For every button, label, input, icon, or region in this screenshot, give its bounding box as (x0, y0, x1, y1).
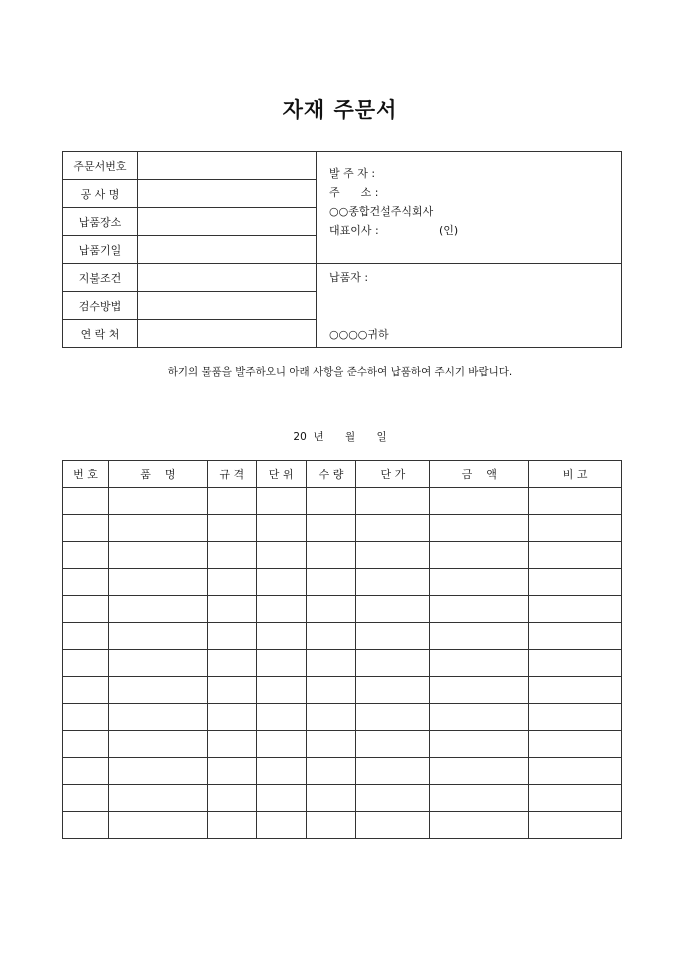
spec-cell[interactable] (207, 677, 256, 704)
quantity-cell[interactable] (306, 650, 356, 677)
unit-price-cell[interactable] (356, 542, 430, 569)
quantity-cell[interactable] (306, 488, 356, 515)
ceo-label: 대표이사 : (329, 224, 379, 237)
item-name-cell[interactable] (108, 785, 207, 812)
table-row (63, 596, 622, 623)
spec-cell[interactable] (207, 623, 256, 650)
amount-cell[interactable] (430, 596, 529, 623)
amount-cell[interactable] (430, 542, 529, 569)
number-cell[interactable] (63, 596, 109, 623)
table-row (63, 542, 622, 569)
unit-cell[interactable] (256, 515, 306, 542)
unit-cell[interactable] (256, 677, 306, 704)
project-label: 공 사 명 (63, 180, 138, 208)
remarks-cell[interactable] (529, 623, 622, 650)
item-name-cell[interactable] (108, 758, 207, 785)
unit-price-cell[interactable] (356, 758, 430, 785)
amount-cell[interactable] (430, 623, 529, 650)
spec-cell[interactable] (207, 704, 256, 731)
quantity-cell[interactable] (306, 731, 356, 758)
delivery-place-label: 납품장소 (63, 208, 138, 236)
remarks-cell[interactable] (529, 515, 622, 542)
table-row (63, 812, 622, 839)
unit-price-cell[interactable] (356, 704, 430, 731)
delivery-date-label: 납품기일 (63, 236, 138, 264)
remarks-cell[interactable] (529, 542, 622, 569)
table-row (63, 731, 622, 758)
number-cell[interactable] (63, 812, 109, 839)
unit-price-cell[interactable] (356, 677, 430, 704)
table-row (63, 677, 622, 704)
number-cell[interactable] (63, 488, 109, 515)
number-cell[interactable] (63, 785, 109, 812)
item-name-cell[interactable] (108, 677, 207, 704)
col-unit-price-header: 단 가 (356, 461, 430, 488)
spec-cell[interactable] (207, 731, 256, 758)
address-label: 주 소 : (329, 186, 379, 199)
quantity-cell[interactable] (306, 758, 356, 785)
quantity-cell[interactable] (306, 677, 356, 704)
number-cell[interactable] (63, 542, 109, 569)
spec-cell[interactable] (207, 812, 256, 839)
item-name-cell[interactable] (108, 488, 207, 515)
quantity-cell[interactable] (306, 515, 356, 542)
table-row (63, 515, 622, 542)
seal-mark: (인) (439, 224, 459, 237)
amount-cell[interactable] (430, 650, 529, 677)
remarks-cell[interactable] (529, 731, 622, 758)
inspection-field[interactable] (138, 292, 317, 320)
number-cell[interactable] (63, 569, 109, 596)
item-name-cell[interactable] (108, 623, 207, 650)
number-cell[interactable] (63, 623, 109, 650)
inspection-label: 검수방법 (63, 292, 138, 320)
amount-cell[interactable] (430, 785, 529, 812)
number-cell[interactable] (63, 650, 109, 677)
unit-cell[interactable] (256, 488, 306, 515)
unit-cell[interactable] (256, 542, 306, 569)
order-info-table (62, 151, 622, 348)
quantity-cell[interactable] (306, 542, 356, 569)
item-name-cell[interactable] (108, 650, 207, 677)
order-no-label: 주문서번호 (63, 152, 138, 180)
unit-price-cell[interactable] (356, 488, 430, 515)
quantity-cell[interactable] (306, 704, 356, 731)
table-row (63, 488, 622, 515)
spec-cell[interactable] (207, 650, 256, 677)
supplier-info (317, 264, 622, 348)
date-year: 20 년 (293, 431, 324, 443)
unit-price-cell[interactable] (356, 569, 430, 596)
table-row (63, 785, 622, 812)
supplier-label: 납품자 : (329, 271, 369, 284)
unit-cell[interactable] (256, 569, 306, 596)
unit-price-cell[interactable] (356, 515, 430, 542)
table-row (63, 650, 622, 677)
quantity-cell[interactable] (306, 623, 356, 650)
item-name-cell[interactable] (108, 812, 207, 839)
quantity-cell[interactable] (306, 785, 356, 812)
ceo-line (329, 221, 621, 240)
unit-price-cell[interactable] (356, 731, 430, 758)
number-cell[interactable] (63, 704, 109, 731)
remarks-cell[interactable] (529, 596, 622, 623)
spec-cell[interactable] (207, 758, 256, 785)
col-amount-header: 금 액 (430, 461, 529, 488)
unit-price-cell[interactable] (356, 596, 430, 623)
quantity-cell[interactable] (306, 812, 356, 839)
date-month: 월 (344, 431, 356, 443)
number-cell[interactable] (63, 515, 109, 542)
payment-label: 지불조건 (63, 264, 138, 292)
col-unit-header: 단 위 (256, 461, 306, 488)
spec-cell[interactable] (207, 569, 256, 596)
amount-cell[interactable] (430, 704, 529, 731)
spec-cell[interactable] (207, 488, 256, 515)
number-cell[interactable] (63, 731, 109, 758)
col-spec-header: 규 격 (207, 461, 256, 488)
unit-price-cell[interactable] (356, 812, 430, 839)
amount-cell[interactable] (430, 569, 529, 596)
recipient: ○○○○귀하 (329, 328, 389, 341)
date-line (0, 429, 680, 444)
items-table (62, 460, 622, 839)
amount-cell[interactable] (430, 677, 529, 704)
unit-cell[interactable] (256, 731, 306, 758)
number-cell[interactable] (63, 677, 109, 704)
amount-cell[interactable] (430, 731, 529, 758)
project-field[interactable] (138, 180, 317, 208)
table-row (63, 704, 622, 731)
unit-cell[interactable] (256, 650, 306, 677)
remarks-cell[interactable] (529, 758, 622, 785)
remarks-cell[interactable] (529, 812, 622, 839)
document-title: 자재 주문서 (282, 98, 398, 122)
unit-cell[interactable] (256, 596, 306, 623)
unit-cell[interactable] (256, 758, 306, 785)
items-header-row (63, 461, 622, 488)
amount-cell[interactable] (430, 812, 529, 839)
col-quantity-header: 수 량 (306, 461, 356, 488)
order-no-field[interactable] (138, 152, 317, 180)
table-row (63, 758, 622, 785)
col-remarks-header: 비 고 (529, 461, 622, 488)
spec-cell[interactable] (207, 515, 256, 542)
remarks-cell[interactable] (529, 704, 622, 731)
unit-cell[interactable] (256, 785, 306, 812)
unit-price-cell[interactable] (356, 623, 430, 650)
contact-label: 연 락 처 (63, 320, 138, 348)
remarks-cell[interactable] (529, 785, 622, 812)
remarks-cell[interactable] (529, 569, 622, 596)
delivery-date-field[interactable] (138, 236, 317, 264)
unit-cell[interactable] (256, 704, 306, 731)
company-name: ○○종합건설주식회사 (329, 205, 434, 218)
table-row (63, 569, 622, 596)
quantity-cell[interactable] (306, 569, 356, 596)
col-item-name-header: 품 명 (108, 461, 207, 488)
item-name-cell[interactable] (108, 731, 207, 758)
item-name-cell[interactable] (108, 569, 207, 596)
date-day: 일 (376, 431, 387, 443)
amount-cell[interactable] (430, 488, 529, 515)
item-name-cell[interactable] (108, 704, 207, 731)
number-cell[interactable] (63, 758, 109, 785)
unit-price-cell[interactable] (356, 650, 430, 677)
remarks-cell[interactable] (529, 650, 622, 677)
spec-cell[interactable] (207, 785, 256, 812)
orderer-label: 발 주 자 : (329, 167, 376, 180)
payment-field[interactable] (138, 264, 317, 292)
item-name-cell[interactable] (108, 515, 207, 542)
notice-text: 하기의 물품을 발주하오니 아래 사항을 준수하여 납품하여 주시기 바랍니다. (167, 366, 513, 378)
spec-cell[interactable] (207, 542, 256, 569)
remarks-cell[interactable] (529, 677, 622, 704)
item-name-cell[interactable] (108, 542, 207, 569)
orderer-info (317, 152, 622, 264)
contact-field[interactable] (138, 320, 317, 348)
col-number-header: 번 호 (63, 461, 109, 488)
unit-cell[interactable] (256, 812, 306, 839)
spec-cell[interactable] (207, 596, 256, 623)
table-row (63, 623, 622, 650)
item-name-cell[interactable] (108, 596, 207, 623)
quantity-cell[interactable] (306, 596, 356, 623)
amount-cell[interactable] (430, 758, 529, 785)
items-body (63, 488, 622, 839)
remarks-cell[interactable] (529, 488, 622, 515)
amount-cell[interactable] (430, 515, 529, 542)
delivery-place-field[interactable] (138, 208, 317, 236)
unit-price-cell[interactable] (356, 785, 430, 812)
unit-cell[interactable] (256, 623, 306, 650)
